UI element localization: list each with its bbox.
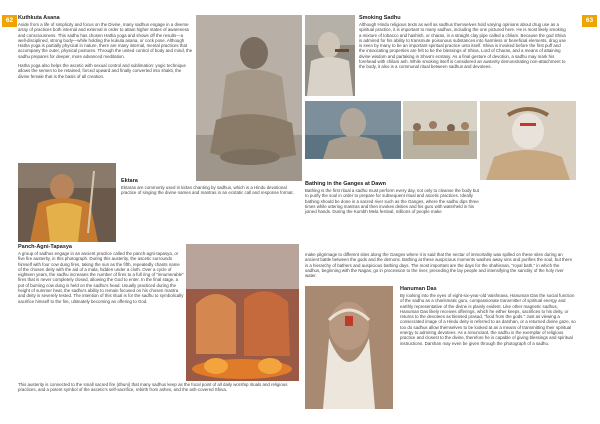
bathing-text: Bathing is the first ritual a sadhu must perform every day, not only to cleanse the body but to purify the soul in order to prepare for subsequent ritual and ascetic practices. Ideally bathing should be done in a sacred river such as the Ganges, where the sadhu dips three times while uttering mantras and then invokes deities and his guru with waterheld in his joined hands. During the Kumbh Mela festival, millions of people make (305, 188, 479, 215)
yogi-asana-photo (196, 15, 302, 181)
smoking-title: Smoking Sadhu (359, 15, 401, 21)
bathing-wide-section (305, 252, 575, 282)
smoking-sadhu-photo (305, 15, 355, 96)
panch-para1: A group of sadhus engage in an ancient practice called the panch-agni-tapasya, or five fire austerity, in this photograph. During this austerity, the ascetic surrounds himself with four cow dung fires, taking the sun as the fifth, repeatedly chants name of the chosen deity with the aid of a mala, hidden under a cloth. Over a cycle of eighteen years, the sadhu increases the number of fires to a full ring of "innumerable" fires that is never completely closed, allowing the God to enter. In the final stage, a pot of burning cow dung is held on the sadhu's head. Usually practiced during the height of summer heat, the sadhu's ability to remain focused on his chosen mantra and deity is severely tested. The intention of this ritual is for the sadhu to symbolically sacrifice himself to the fire, ultimately becoming an offering to God. (18, 251, 184, 304)
bathing-crowd-photo (403, 101, 477, 159)
hanuman-text: By looking into the eyes of eight-six-year-old Vaishnava, Hanuman Das the social function of the sadhu as a charismatic guru, compassionate transmitter of spiritual energy and earthly representative of the divine is plainly evident. Like other magnetic sadhus, Hanuman Das likely receives offerings, which he either keeps, sacrifices to his deity, or returns to the devotees as blessed prasad, "food from the gods." Just as viewing a consecrated image of a Hindu deity is referred to as darshan, or a returned divine gaze, so too do sadhus allow themselves to be looked at as a means of transmitting their spiritual energy to admiring devotees. As a renunciant, the sadhu is the exemplar of religious practice and closest to the divine, therefore he is capable of giving blessings and spiritual instructions. Darshan may even be given through the photograph of a sadhu. (400, 293, 576, 346)
ektara-text: Ektaras are commonly used in kirtan chanting by sadhus, which is a Hindu devotional practice of singing the divine names and mantras in an ecstatic call and response format. (121, 185, 294, 196)
smoking-section (359, 15, 567, 74)
ektara-title: Ektara (121, 178, 138, 184)
panch-para2: This austerity is connected to the small sacred fire (dhuni) that many sadhus keep as the focal point of all daily worship rituals and religious practices, and a potent symbol of the ascetic's self-sacrifice, rebirth from ashes, and the ash-covered Shiva. (18, 382, 288, 393)
ektara-photo (18, 163, 116, 242)
painted-sadhu-photo (480, 101, 576, 180)
panch-para2-section (18, 382, 298, 397)
hanuman-title: Hanuman Das (400, 286, 437, 292)
right-page-number: 63 (582, 15, 597, 27)
hanuman-section (400, 286, 576, 350)
kuthkuta-para2: Hatha yoga also helps the ascetic with sexual control and sublimation: yogic technique allows the semen to be retained, forced upward and finally converted into shakti, the divine female that is the basis of all creation. (18, 63, 186, 79)
kuthkuta-section (18, 15, 193, 83)
panch-title: Panch-Agni-Tapasya (18, 244, 72, 250)
hanuman-das-photo (305, 286, 393, 409)
ektara-section (121, 178, 299, 200)
fire-austerity-photo (186, 244, 299, 381)
bathing-text-wide: make pilgrimage to different sites along the Ganges where it is said that the nectar of immortality was spilled on these sites during an ancient battle between the gods and the demons. Bathing at these auspicious moments washes away sins and purifies the soul, but there is a hierarchy of bathers and auspicious bathing days. The most important are the days for the shahisnan, "royal bath," in which the sadhus, beginning with the Nagas, go in procession to the river, preceding the lay people and intensifying the sanctity of the holy river water. (305, 252, 573, 279)
left-page-number: 62 (2, 15, 17, 27)
kuthkuta-title: Kuthkuta Asana (18, 15, 60, 21)
kuthkuta-para1: Aside from a life of simplicity and focus on the Divine, many sadhus engage in a diverse array of practices both internal and external in order to attain higher states of awareness and consciousness. This sadhu has chosen Hatha yoga and shows off the results—a well-disciplined, strong body—while holding the kukuta asana, or cock pose. Although Hatha yoga is partially physical in nature, there are many internal, mental practices that accompany the outer, physical postures. Through the united control of body and mind, the sadhu prepares for deeper, more advanced meditation. (18, 22, 193, 59)
bathing-section (305, 181, 479, 218)
bathing-title: Bathing in the Ganges at Dawn (305, 181, 386, 187)
smoking-text: Although Hindu religious texts as well as sadhus themselves hold varying opinions about drug use as a spiritual practice, it is important to many sadhus, including the one pictured here. He is most likely smoking a mixture of tobacco and hashish, or charas, in a straight clay pipe called a chilam. Because the god Shiva is admired for his ability to transmute poisonous substances into harmless or beneficial elements, drug use is seen by many to be an important spiritual practice unto itself. Shiva is invoked before the first puff and the intoxicating properties are felt to be the blessings of Shiva, Lord of Charas, and a means of attaining divine wisdom and partaking in Shiva's ecstasy. As a final gesture of devotion, a sadhu may mark his forehead with chilam ash. While smoking itself is considered an austerity demonstrating non-attachment to the body, it also is a communal ritual between sadhus and devotees. (359, 22, 566, 70)
bathing-sadhu-photo (305, 101, 401, 159)
panch-section (18, 244, 184, 308)
